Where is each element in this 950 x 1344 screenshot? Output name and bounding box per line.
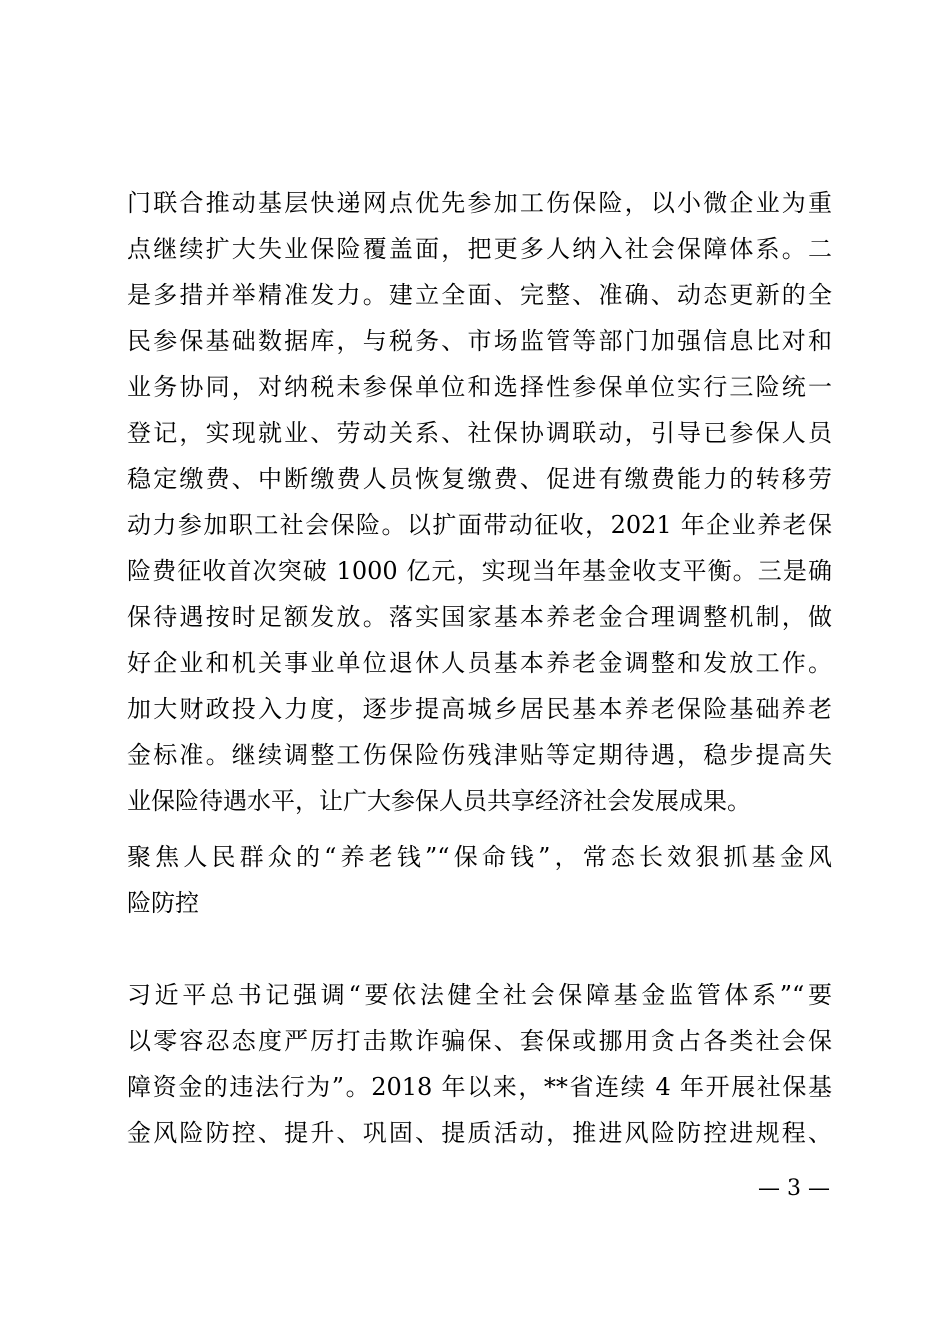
text-line: 是多措并举精准发力。建立全面、完整、准确、动态更新的全 bbox=[127, 281, 832, 309]
text-line: 动力参加职工社会保险。以扩面带动征收，2021 年企业养老保 bbox=[127, 511, 832, 539]
text-line: 业务协同，对纳税未参保单位和选择性参保单位实行三险统一 bbox=[127, 373, 832, 401]
section-heading bbox=[127, 834, 832, 926]
text-line: 门联合推动基层快递网点优先参加工伤保险，以小微企业为重 bbox=[127, 189, 832, 217]
body-paragraph-2 bbox=[127, 972, 832, 1156]
text-line: 以零容忍态度严厉打击欺诈骗保、套保或挪用贪占各类社会保 bbox=[127, 1027, 832, 1055]
text-line: 险费征收首次突破 1000 亿元，实现当年基金收支平衡。三是确 bbox=[127, 557, 832, 585]
text-line: 点继续扩大失业保险覆盖面，把更多人纳入社会保障体系。二 bbox=[127, 235, 832, 263]
text-line: 民参保基础数据库，与税务、市场监管等部门加强信息比对和 bbox=[127, 327, 832, 355]
heading-line: 险防控 bbox=[127, 889, 199, 917]
text-line: 习近平总书记强调“要依法健全社会保障基金监管体系”“要 bbox=[127, 981, 832, 1009]
text-line: 登记，实现就业、劳动关系、社保协调联动，引导已参保人员 bbox=[127, 419, 832, 447]
text-line: 稳定缴费、中断缴费人员恢复缴费、促进有缴费能力的转移劳 bbox=[127, 465, 832, 493]
heading-line: 聚焦人民群众的“养老钱”“保命钱”，常态长效狠抓基金风 bbox=[127, 843, 832, 871]
text-line: 加大财政投入力度，逐步提高城乡居民基本养老保险基础养老 bbox=[127, 695, 832, 723]
text-line: 保待遇按时足额发放。落实国家基本养老金合理调整机制，做 bbox=[127, 603, 832, 631]
page-number: — 3 — bbox=[758, 1176, 830, 1201]
text-line: 好企业和机关事业单位退休人员基本养老金调整和发放工作。 bbox=[127, 649, 832, 677]
text-line: 金标准。继续调整工伤保险伤残津贴等定期待遇，稳步提高失 bbox=[127, 741, 832, 769]
body-paragraph-1 bbox=[127, 180, 832, 824]
text-line: 金风险防控、提升、巩固、提质活动，推进风险防控进规程、 bbox=[127, 1119, 832, 1147]
text-line: 障资金的违法行为”。2018 年以来，**省连续 4 年开展社保基 bbox=[127, 1073, 832, 1101]
text-line: 业保险待遇水平，让广大参保人员共享经济社会发展成果。 bbox=[127, 787, 751, 815]
